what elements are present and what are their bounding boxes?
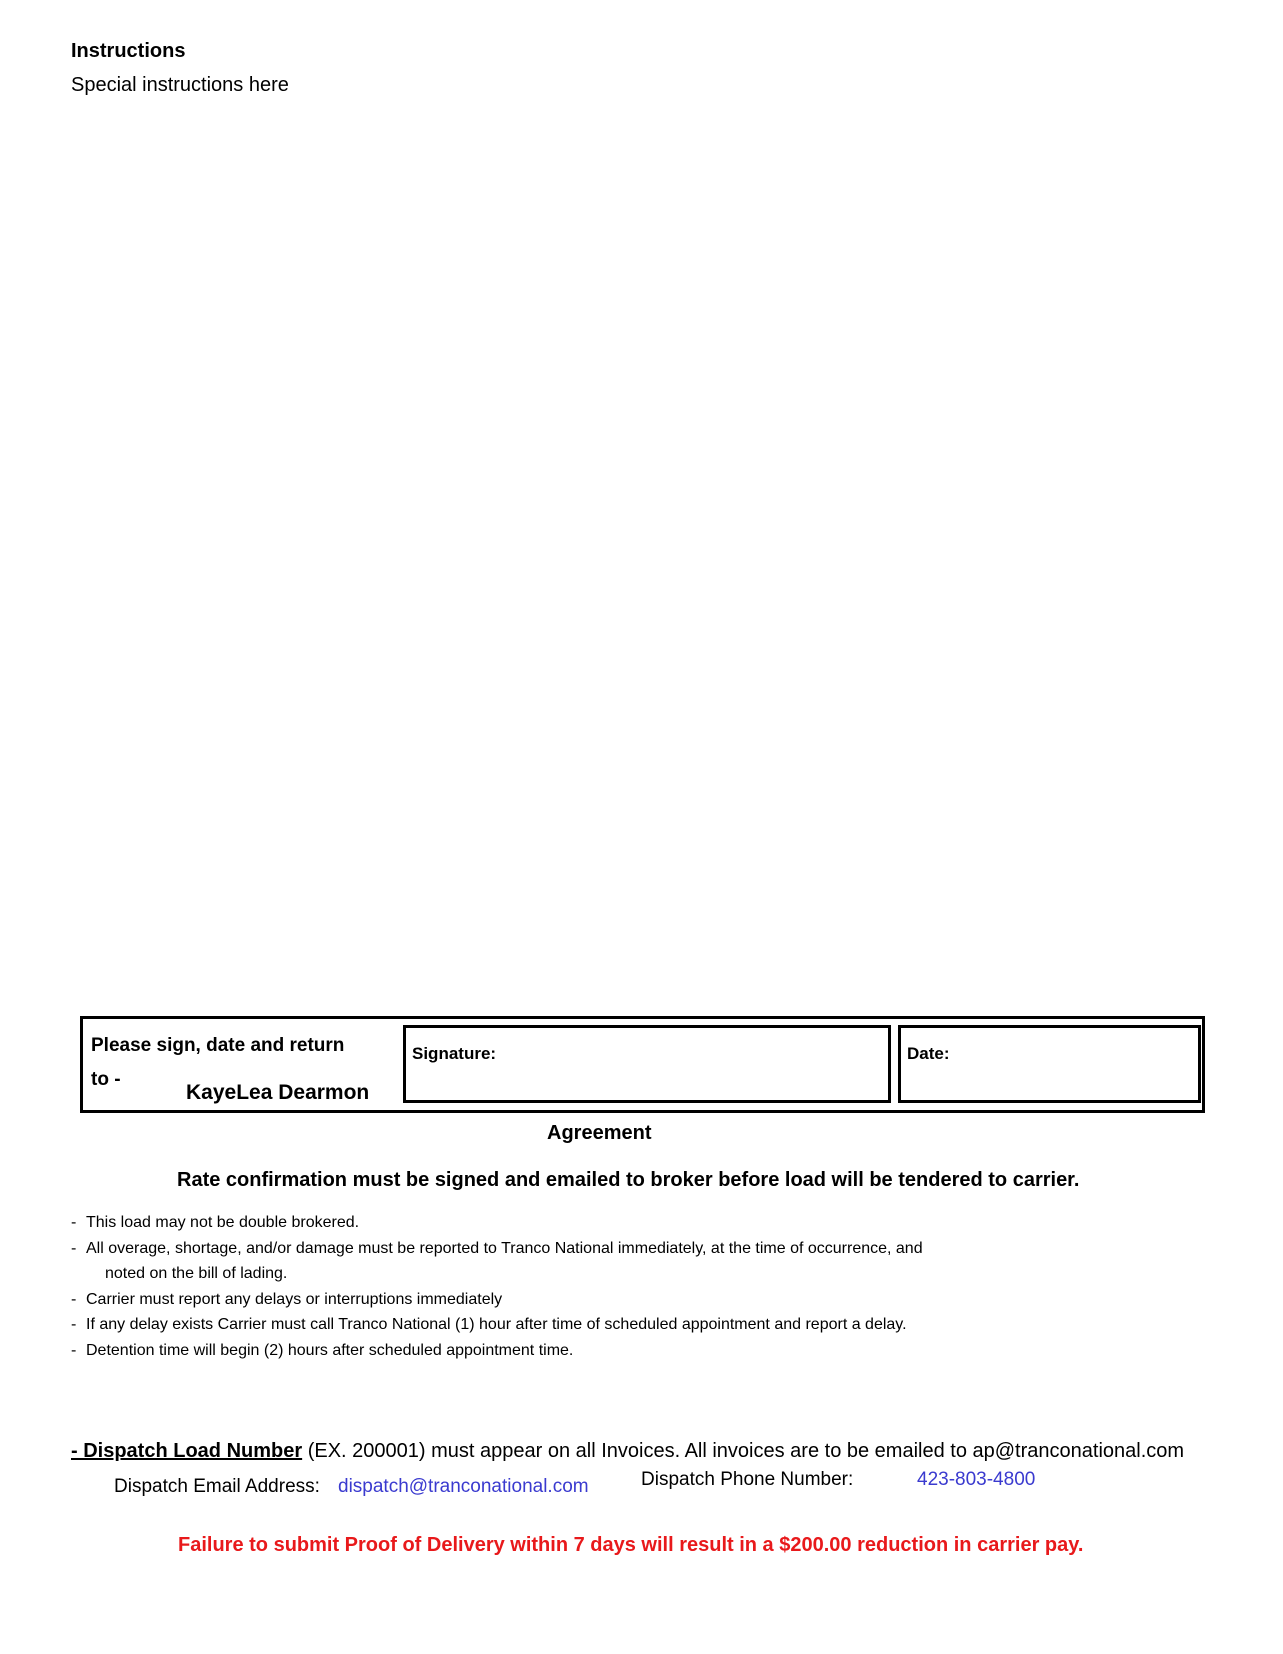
instructions-text: Special instructions here xyxy=(71,74,289,96)
terms-list xyxy=(71,1210,923,1363)
dispatch-email-link[interactable]: dispatch@tranconational.com xyxy=(338,1476,589,1497)
signature-label: Signature: xyxy=(412,1044,497,1063)
dispatch-load-number-label: - Dispatch Load Number xyxy=(71,1440,303,1462)
date-label: Date: xyxy=(907,1044,950,1063)
signature-field[interactable] xyxy=(403,1025,891,1103)
signature-box xyxy=(80,1016,1205,1113)
dispatch-phone-link[interactable]: 423-803-4800 xyxy=(917,1469,1036,1490)
term-item-continuation: noted on the bill of lading. xyxy=(105,1265,288,1282)
return-contact-name: KayeLea Dearmon xyxy=(186,1081,370,1104)
dispatch-phone-label: Dispatch Phone Number: xyxy=(641,1469,854,1490)
date-field[interactable] xyxy=(898,1025,1201,1103)
term-item: - If any delay exists Carrier must call Tranco National (1) hour after time of scheduled appointment and report a delay. xyxy=(71,1312,923,1338)
dispatch-invoice-text: (EX. 200001) must appear on all Invoices. All invoices are to be emailed to ap@tranconational.com xyxy=(302,1440,1185,1462)
pod-failure-notice: Failure to submit Proof of Delivery within 7 days will result in a $200.00 reduction in carrier pay. xyxy=(178,1534,1084,1556)
term-item: - All overage, shortage, and/or damage must be reported to Tranco National immediately, at the time of occurrence, and xyxy=(71,1236,923,1262)
agreement-heading: Agreement xyxy=(547,1122,652,1144)
term-item: - Carrier must report any delays or interruptions immediately xyxy=(71,1287,923,1313)
term-item: - This load may not be double brokered. xyxy=(71,1210,923,1236)
dispatch-email-label: Dispatch Email Address: xyxy=(114,1476,320,1497)
sign-return-to-label: to - xyxy=(91,1069,121,1090)
instructions-heading: Instructions xyxy=(71,40,186,62)
dispatch-invoice-note xyxy=(71,1440,1184,1463)
agreement-lead: Rate confirmation must be signed and emailed to broker before load will be tendered to carrier. xyxy=(177,1169,1080,1191)
term-item: - Detention time will begin (2) hours after scheduled appointment time. xyxy=(71,1338,923,1364)
sign-return-label: Please sign, date and return xyxy=(91,1035,345,1056)
